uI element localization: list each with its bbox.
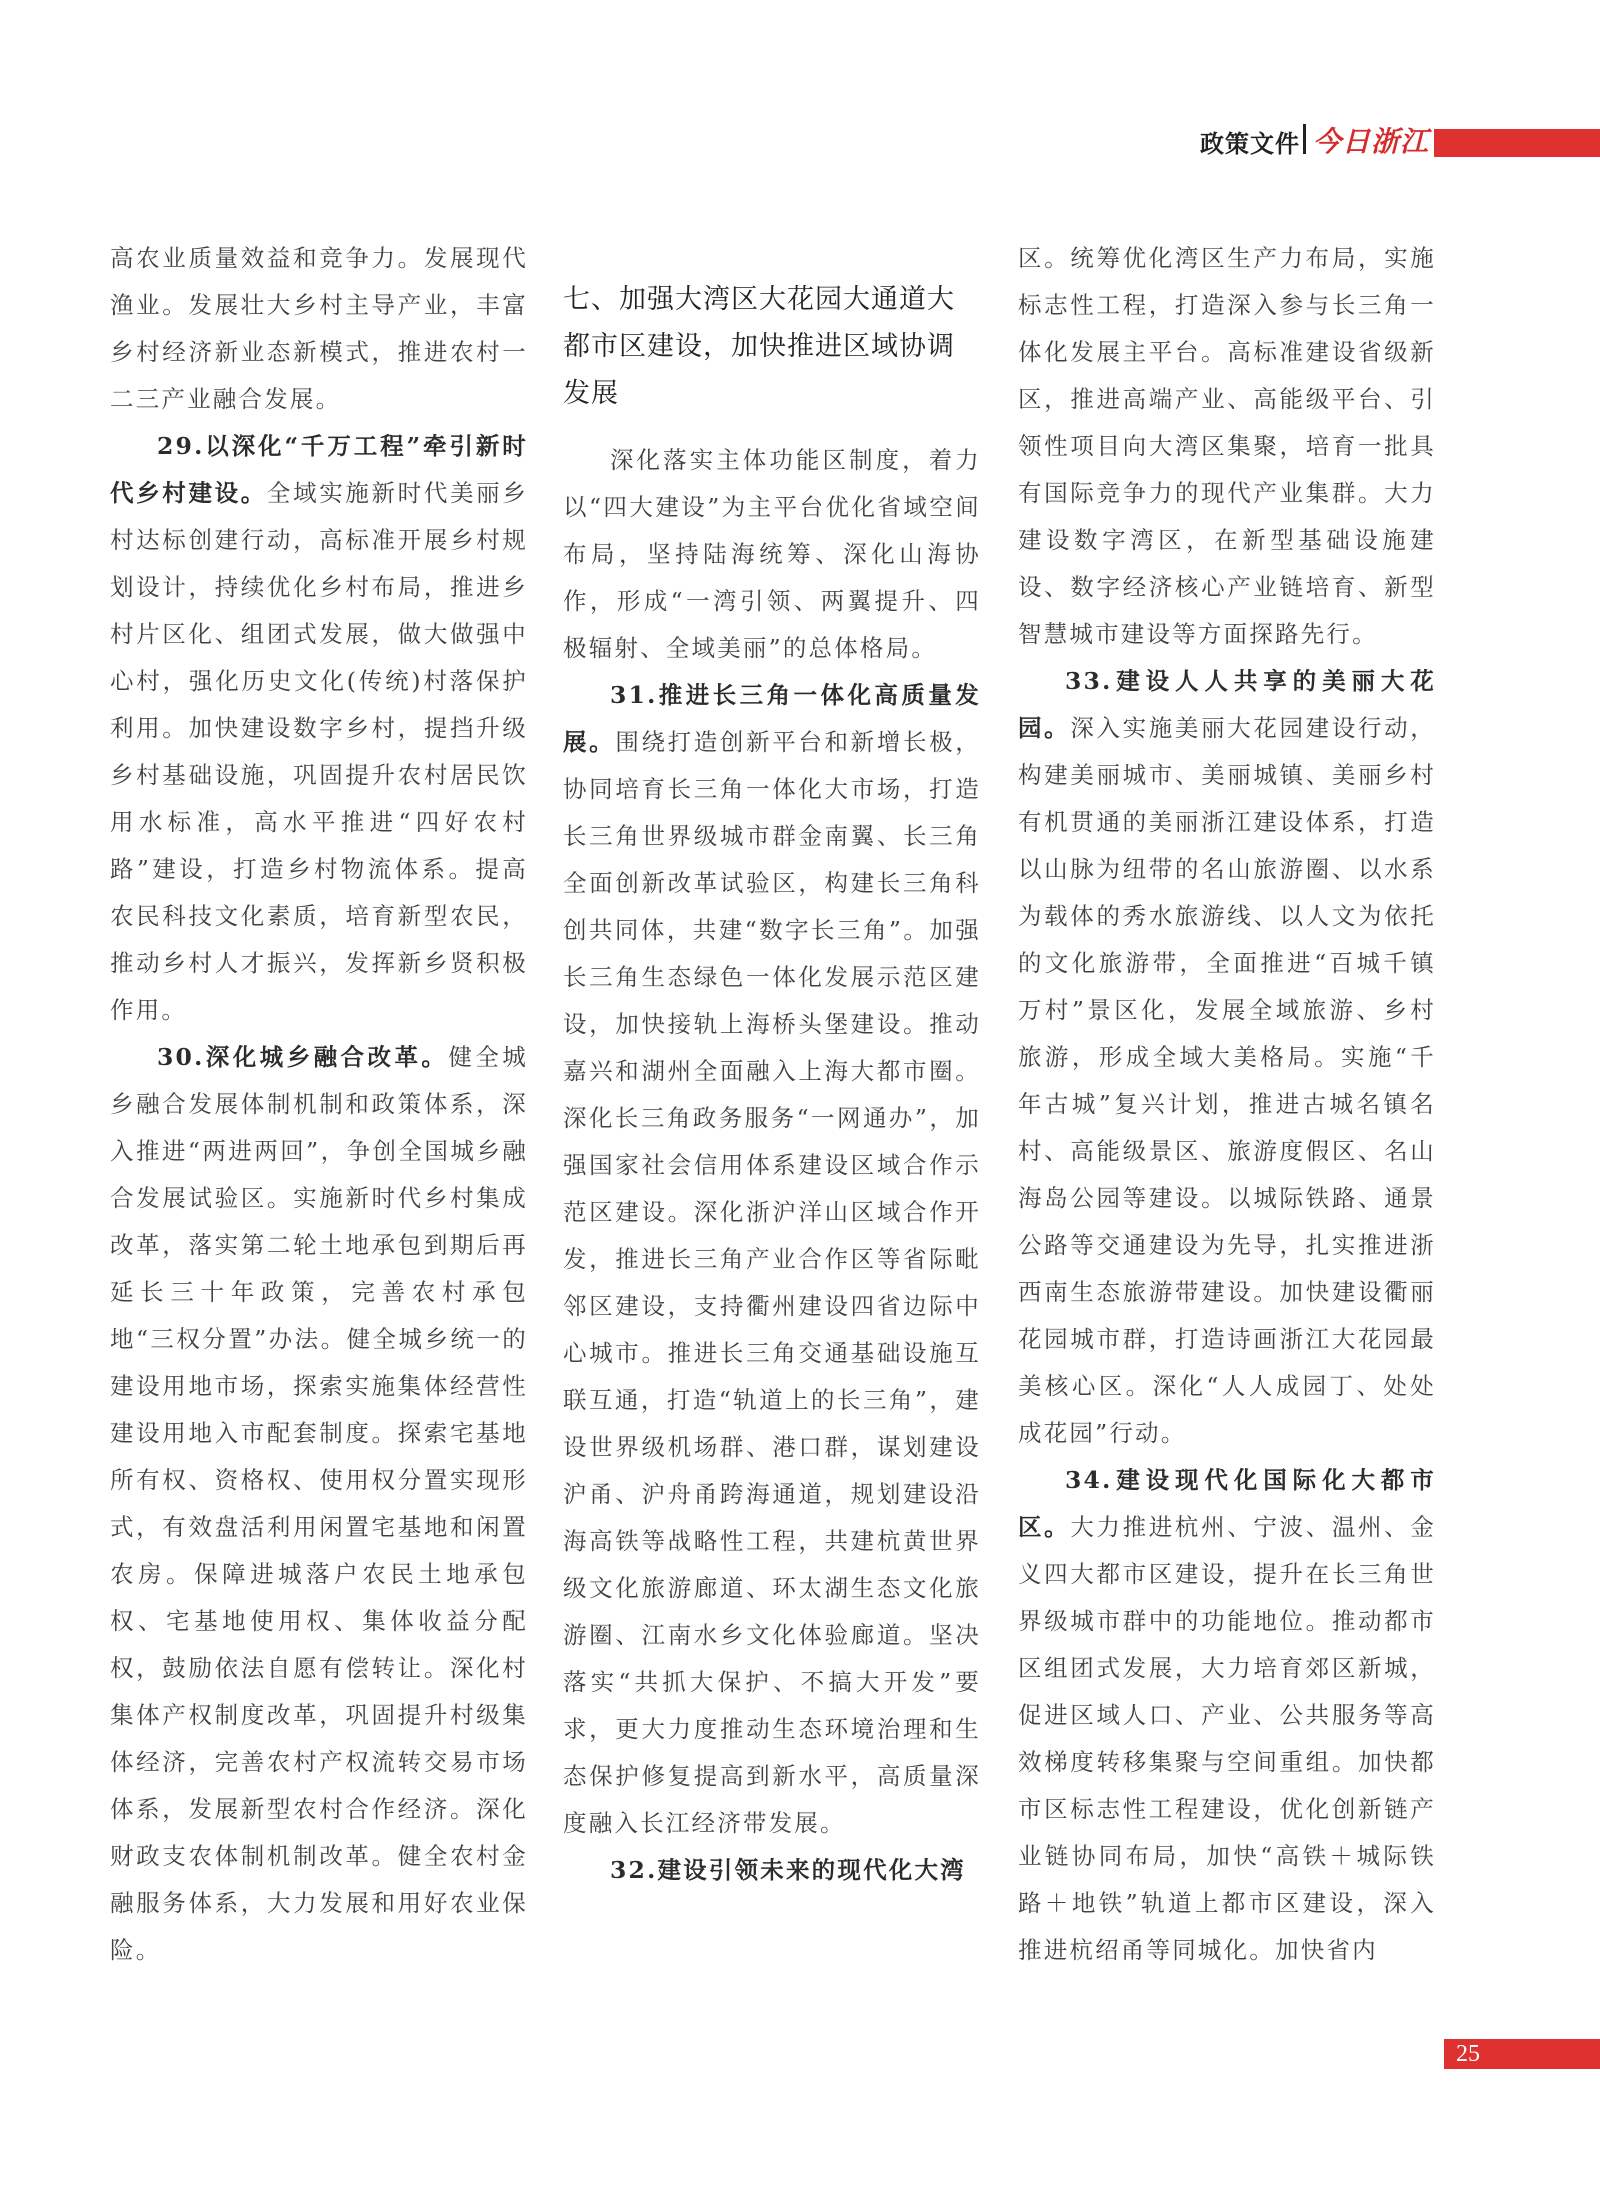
magazine-logo: 今日浙江 xyxy=(1313,125,1430,158)
paragraph: 深化落实主体功能区制度，着力以“四大建设”为主平台优化省域空间布局，坚持陆海统筹、深化山海协作，形成“一湾引领、两翼提升、四极辐射、全域美丽”的总体格局。 xyxy=(563,446,981,662)
clause-body: 健全城乡融合发展体制机制和政策体系，深入推进“两进两回”，争创全国城乡融合发展试验区。实施新时代乡村集成改革，落实第二轮土地承包到期后再延长三十年政策，完善农村承包地“三权分置”办法。健全城乡统一的建设用地市场，探索实施集体经营性建设用地入市配套制度。探索宅基地所有权、资格权、使用权分置实现形式，有效盘活利用闲置宅基地和闲置农房。保障进城落户农民土地承包权、宅基地使用权、集体收益分配权，鼓励依法自愿有偿转让。深化村集体产权制度改革，巩固提升村级集体经济，完善农村产权流转交易市场体系，发展新型农村合作经济。深化财政支农体制机制改革。健全农村金融服务体系，大力发展和用好农业保险。 xyxy=(110,1043,528,1964)
paragraph xyxy=(563,1847,981,1894)
clause-body: 大力推进杭州、宁波、温州、金义四大都市区建设，提升在长三角世界级城市群中的功能地位。推动都市区组团式发展，大力培育郊区新城，促进区域人口、产业、公共服务等高效梯度转移集聚与空间重组。加快都市区标志性工程建设，优化创新链产业链协同布局，加快“高铁＋城际铁路＋地铁”轨道上都市区建设，深入推进杭绍甬等同城化。加快省内 xyxy=(1018,1513,1436,1964)
clause-body: 围绕打造创新平台和新增长极，协同培育长三角一体化大市场，打造长三角世界级城市群金南翼、长三角全面创新改革试验区，构建长三角科创共同体，共建“数字长三角”。加强长三角生态绿色一体化发展示范区建设，加快接轨上海桥头堡建设。推动嘉兴和湖州全面融入上海大都市圈。深化长三角政务服务“一网通办”，加强国家社会信用体系建设区域合作示范区建设。深化浙沪洋山区域合作开发，推进长三角产业合作区等省际毗邻区建设，支持衢州建设四省边际中心城市。推进长三角交通基础设施互联互通，打造“轨道上的长三角”，建设世界级机场群、港口群，谋划建设沪甬、沪舟甬跨海通道，规划建设沿海高铁等战略性工程，共建杭黄世界级文化旅游廊道、环太湖生态文化旅游圈、江南水乡文化体验廊道。坚决落实“共抓大保护、不搞大开发”要求，更大力度推动生态环境治理和生态保护修复提高到新水平，高质量深度融入长江经济带发展。 xyxy=(563,728,981,1837)
clause-heading: 32.建设引领未来的现代化大湾 xyxy=(610,1856,966,1884)
clause-heading: 33.建设人人共享的美丽大花园。 xyxy=(1018,667,1436,742)
clause-heading: 30.深化城乡融合改革。 xyxy=(157,1043,449,1071)
section-title: 七、加强大湾区大花园大通道大都市区建设，加快推进区域协调发展 xyxy=(563,284,955,409)
clause-heading: 34.建设现代化国际化大都市区。 xyxy=(1018,1466,1436,1541)
paragraph xyxy=(110,1034,528,1974)
paragraph: 高农业质量效益和竞争力。发展现代渔业。发展壮大乡村主导产业，丰富乡村经济新业态新模式，推进农村一二三产业融合发展。 xyxy=(110,244,528,413)
paragraph: 区。统筹优化湾区生产力布局，实施标志性工程，打造深入参与长三角一体化发展主平台。高标准建设省级新区，推进高端产业、高能级平台、引领性项目向大湾区集聚，培育一批具有国际竞争力的现代产业集群。大力建设数字湾区，在新型基础设施建设、数字经济核心产业链培育、新型智慧城市建设等方面探路先行。 xyxy=(1018,244,1436,648)
page-number: 25 xyxy=(1456,2041,1480,2067)
paragraph xyxy=(563,672,981,1847)
footer-red-bar xyxy=(1444,2039,1600,2069)
clause-body: 全域实施新时代美丽乡村达标创建行动，高标准开展乡村规划设计，持续优化乡村布局，推进乡村片区化、组团式发展，做大做强中心村，强化历史文化(传统)村落保护利用。加快建设数字乡村，提挡升级乡村基础设施，巩固提升农村居民饮用水标准，高水平推进“四好农村路”建设，打造乡村物流体系。提高农民科技文化素质，培育新型农民，推动乡村人才振兴，发挥新乡贤积极作用。 xyxy=(110,479,528,1024)
column-1 xyxy=(110,235,528,1974)
clause-heading: 29.以深化“千万工程”牵引新时代乡村建设。 xyxy=(110,432,528,507)
header-divider xyxy=(1303,124,1306,154)
page-header xyxy=(1200,122,1600,158)
paragraph xyxy=(1018,658,1436,1457)
header-red-bar xyxy=(1434,129,1600,157)
column-2 xyxy=(563,276,981,1894)
paragraph xyxy=(1018,1457,1436,1974)
clause-heading: 31.推进长三角一体化高质量发展。 xyxy=(563,681,981,756)
paragraph xyxy=(110,423,528,1034)
section-label: 政策文件 xyxy=(1200,130,1300,158)
column-3 xyxy=(1018,235,1436,1974)
clause-body: 深入实施美丽大花园建设行动，构建美丽城市、美丽城镇、美丽乡村有机贯通的美丽浙江建设体系，打造以山脉为纽带的名山旅游圈、以水系为载体的秀水旅游线、以人文为依托的文化旅游带，全面推进“百城千镇万村”景区化，发展全域旅游、乡村旅游，形成全域大美格局。实施“千年古城”复兴计划，推进古城名镇名村、高能级景区、旅游度假区、名山海岛公园等建设。以城际铁路、通景公路等交通建设为先导，扎实推进浙西南生态旅游带建设。加快建设衢丽花园城市群，打造诗画浙江大花园最美核心区。深化“人人成园丁、处处成花园”行动。 xyxy=(1018,714,1436,1447)
